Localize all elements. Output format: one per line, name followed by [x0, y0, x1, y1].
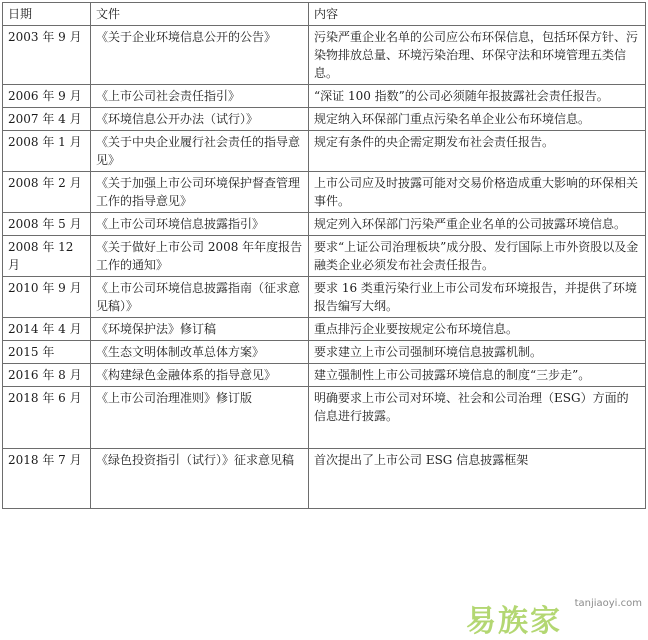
table-row: [3, 387, 646, 449]
content-cell: “深证 100 指数”的公司必须随年报披露社会责任报告。: [309, 85, 646, 108]
content-cell: 重点排污企业要按规定公布环境信息。: [309, 318, 646, 341]
date-cell: 2018 年 7 月: [3, 449, 91, 509]
table-row: [3, 108, 646, 131]
watermark-text: 易族家: [466, 604, 562, 639]
content-cell: 污染严重企业名单的公司应公布环保信息，包括环保方针、污染物排放总量、环境污染治理、环保守法和环境管理五类信息。: [309, 26, 646, 85]
table-row: [3, 236, 646, 277]
policy-table: [2, 2, 646, 509]
document-cell: 《环境保护法》修订稿: [91, 318, 309, 341]
document-cell: 《关于企业环境信息公开的公告》: [91, 26, 309, 85]
table-row: [3, 449, 646, 509]
table-row: [3, 26, 646, 85]
header-content: 内容: [309, 3, 646, 26]
table-row: [3, 318, 646, 341]
content-cell: 建立强制性上市公司披露环境信息的制度“三步走”。: [309, 364, 646, 387]
content-cell: 上市公司应及时披露可能对交易价格造成重大影响的环保相关事件。: [309, 172, 646, 213]
document-cell: 《绿色投资指引（试行）》征求意见稿: [91, 449, 309, 509]
content-cell: 要求 16 类重污染行业上市公司发布环境报告，并提供了环境报告编写大纲。: [309, 277, 646, 318]
watermark-url: tanjiaoyi.com: [574, 598, 642, 609]
date-cell: 2008 年 1 月: [3, 131, 91, 172]
header-document: 文件: [91, 3, 309, 26]
date-cell: 2008 年 2 月: [3, 172, 91, 213]
table-row: [3, 131, 646, 172]
table-row: [3, 85, 646, 108]
date-cell: 2006 年 9 月: [3, 85, 91, 108]
table-row: [3, 364, 646, 387]
table-header-row: [3, 3, 646, 26]
date-cell: 2014 年 4 月: [3, 318, 91, 341]
content-cell: 要求“上证公司治理板块”成分股、发行国际上市外资股以及金融类企业必须发布社会责任报告。: [309, 236, 646, 277]
watermark-logo: [464, 596, 644, 640]
date-cell: 2016 年 8 月: [3, 364, 91, 387]
document-cell: 《上市公司环境信息披露指引》: [91, 213, 309, 236]
table-row: [3, 172, 646, 213]
date-cell: 2015 年: [3, 341, 91, 364]
header-date: 日期: [3, 3, 91, 26]
date-cell: 2008 年 12 月: [3, 236, 91, 277]
document-cell: 《关于中央企业履行社会责任的指导意见》: [91, 131, 309, 172]
content-cell: 要求建立上市公司强制环境信息披露机制。: [309, 341, 646, 364]
document-cell: 《构建绿色金融体系的指导意见》: [91, 364, 309, 387]
date-cell: 2008 年 5 月: [3, 213, 91, 236]
content-cell: 明确要求上市公司对环境、社会和公司治理（ESG）方面的信息进行披露。: [309, 387, 646, 449]
table-row: [3, 213, 646, 236]
content-cell: 规定有条件的央企需定期发布社会责任报告。: [309, 131, 646, 172]
document-cell: 《上市公司环境信息披露指南（征求意见稿）》: [91, 277, 309, 318]
document-cell: 《上市公司治理准则》修订版: [91, 387, 309, 449]
table-row: [3, 341, 646, 364]
document-cell: 《上市公司社会责任指引》: [91, 85, 309, 108]
document-cell: 《关于加强上市公司环境保护督查管理工作的指导意见》: [91, 172, 309, 213]
document-cell: 《生态文明体制改革总体方案》: [91, 341, 309, 364]
date-cell: 2003 年 9 月: [3, 26, 91, 85]
document-cell: 《关于做好上市公司 2008 年年度报告工作的通知》: [91, 236, 309, 277]
content-cell: 规定纳入环保部门重点污染名单企业公布环境信息。: [309, 108, 646, 131]
date-cell: 2010 年 9 月: [3, 277, 91, 318]
table-row: [3, 277, 646, 318]
content-cell: 首次提出了上市公司 ESG 信息披露框架: [309, 449, 646, 509]
date-cell: 2018 年 6 月: [3, 387, 91, 449]
document-cell: 《环境信息公开办法（试行）》: [91, 108, 309, 131]
date-cell: 2007 年 4 月: [3, 108, 91, 131]
content-cell: 规定列入环保部门污染严重企业名单的公司披露环境信息。: [309, 213, 646, 236]
